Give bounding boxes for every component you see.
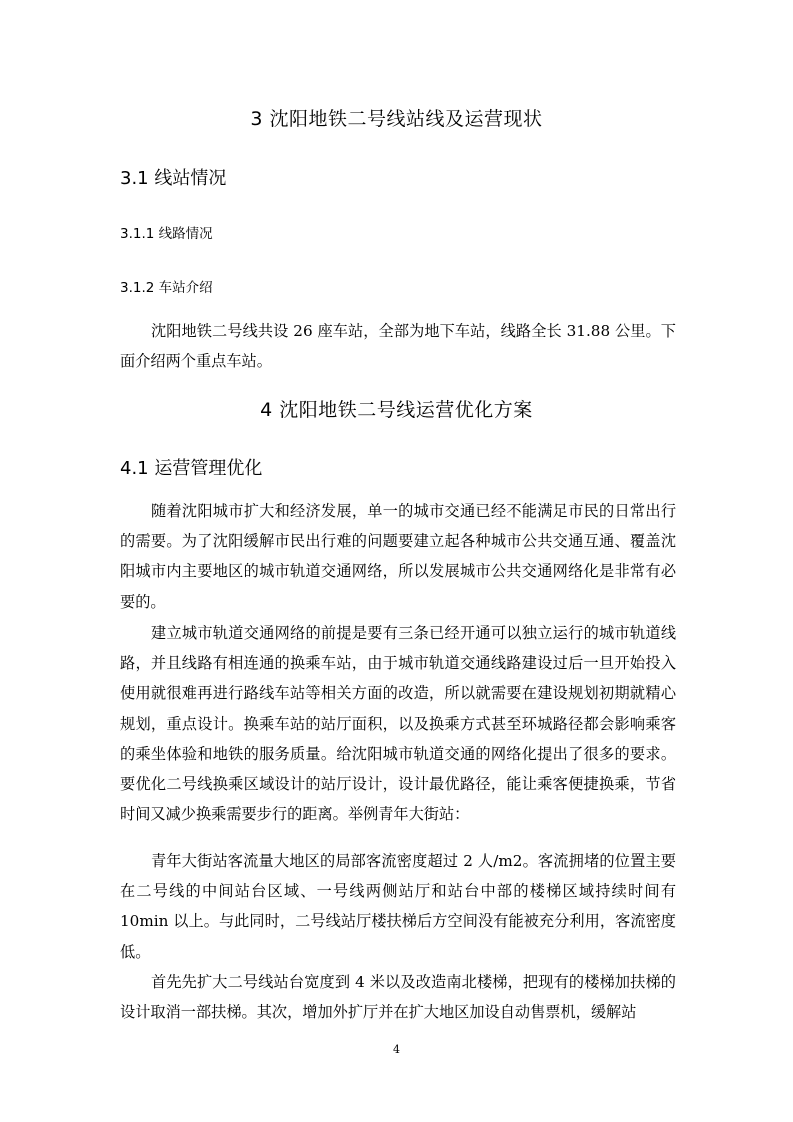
paragraph-stations: 沈阳地铁二号线共设 26 座车站，全部为地下车站，线路全长 31.88 公里。下面介绍两个重点车站。 (120, 322, 676, 371)
page-number: 4 (393, 1043, 400, 1056)
paragraph-improvement: 首先先扩大二号线站台宽度到 4 米以及改造南北楼梯，把现有的楼梯加扶梯的设计取消一部扶梯。其次，增加外扩厅并在扩大地区加设自动售票机，缓解站 (120, 973, 676, 1022)
section-4-1-heading: 4.1 运营管理优化 (120, 458, 263, 479)
section-3-1-heading: 3.1 线站情况 (120, 168, 227, 189)
paragraph-network-planning: 建立城市轨道交通网络的前提是要有三条已经开通可以独立运行的城市轨道线路，并且线路有相连通的换乘车站，由于城市轨道交通线路建设过后一旦开始投入使用就很难再进行路线车站等相关方面的改造，所以就需要在建设规划初期就精心规划，重点设计。换乘车站的站厅面积，以及换乘方式甚至环城路径都会影响乘客的乘坐体验和地铁的服务质量。给沈阳城市轨道交通的网络化提出了很多的要求。要优化二号线换乘区域设计的站厅设计，设计最优路径，能让乘客便捷换乘，节省时间又减少换乘需要步行的距离。举例青年大街站： (120, 624, 676, 824)
section-3-1-1-heading: 3.1.1 线路情况 (120, 226, 213, 242)
paragraph-qingnian-station: 青年大街站客流量大地区的局部客流密度超过 2 人/m2。客流拥堵的位置主要在二号线的中间站台区域、一号线两侧站厅和站台中部的楼梯区域持续时间有 10min 以上。与此同时，二号线站厅楼扶梯后方空间没有能被充分利用，客流密度低。 (120, 852, 676, 961)
chapter-4-title: 4 沈阳地铁二号线运营优化方案 (260, 399, 533, 421)
chapter-3-title: 3 沈阳地铁二号线站线及运营现状 (250, 108, 543, 130)
paragraph-network-need: 随着沈阳城市扩大和经济发展，单一的城市交通已经不能满足市民的日常出行的需要。为了沈阳缓解市民出行难的问题要建立起各种城市公共交通互通、覆盖沈阳城市内主要地区的城市轨道交通网络，所以发展城市公共交通网络化是非常有必要的。 (120, 502, 676, 611)
section-3-1-2-heading: 3.1.2 车站介绍 (120, 280, 213, 296)
